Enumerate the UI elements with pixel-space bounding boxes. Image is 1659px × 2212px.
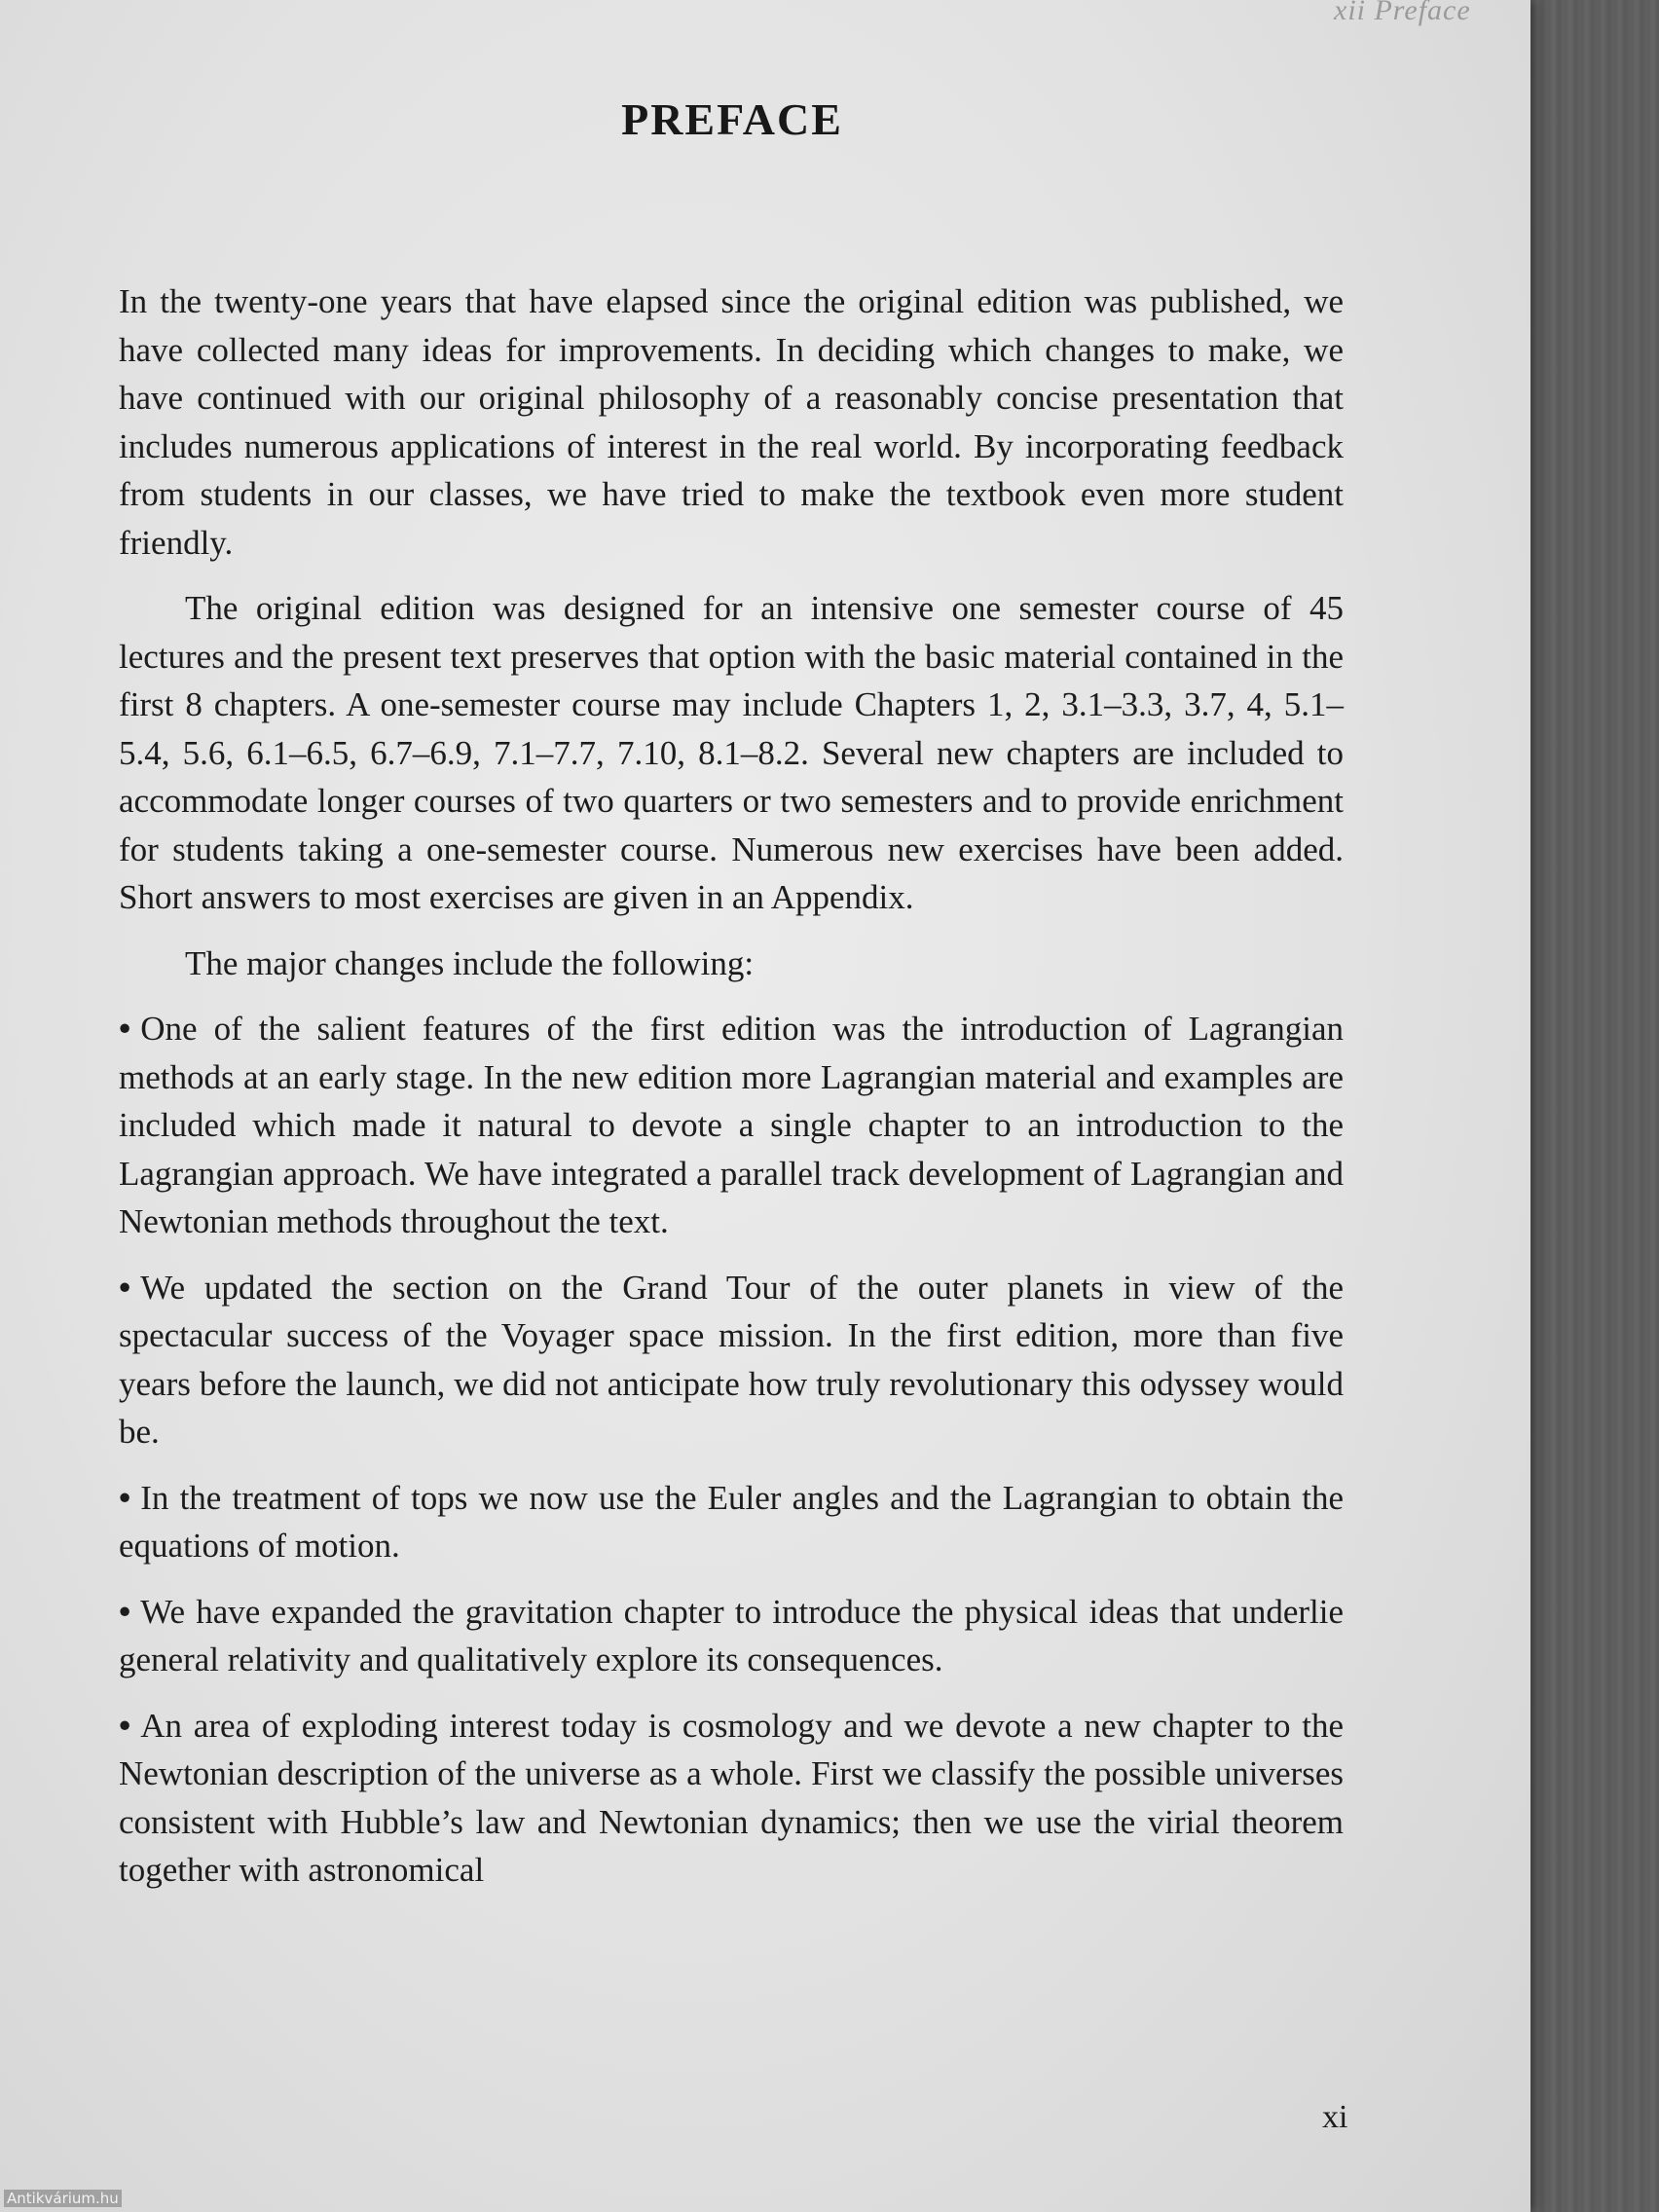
bullet-text: We updated the section on the Grand Tour of the outer planets in view of the spectacular success of the Voyager space mission. In the first edition, more than five years before the launch, we did not anticipate how truly revolutionary this odyssey would be. [119, 1268, 1344, 1451]
bullet-text: An area of exploding interest today is cosmology and we devote a new chapter to the Newtonian description of the universe as a whole. First we classify the possible universes consistent with Hubble’s law and Newtonian dynamics; then we use the virial theorem together with astronomical [119, 1706, 1344, 1889]
bullet-icon: • [119, 1592, 131, 1631]
bullet-item-lagrangian [119, 1005, 1344, 1246]
page-title: PREFACE [621, 94, 843, 144]
bullet-text: We have expanded the gravitation chapter to introduce the physical ideas that underlie general relativity and qualitatively explore its consequences. [119, 1592, 1344, 1678]
paragraph-course: The original edition was designed for an intensive one semester course of 45 lectures and the present text preserves that option with the basic material contained in the first 8 chapters. A one-semester course may include Chapters 1, 2, 3.1–3.3, 3.7, 4, 5.1–5.4, 5.6, 6.1–6.5, 6.7–6.9, 7.1–7.7, 7.10, 8.1–8.2. Several new chapters are included to accommodate longer courses of two quarters or two semesters and to provide enrichment for students taking a one-semester course. Numerous new exercises have been added. Short answers to most exercises are given in an Appendix. [119, 589, 1344, 916]
book-page-edges [1515, 0, 1659, 2212]
bullet-icon: • [119, 1478, 131, 1517]
page-number: xi [1322, 2099, 1348, 2135]
bullet-item-tops [119, 1474, 1344, 1570]
bullet-icon: • [119, 1010, 131, 1048]
paragraph-changes-intro: The major changes include the following: [185, 943, 755, 982]
bullet-item-grand-tour [119, 1264, 1344, 1456]
bullet-item-gravitation [119, 1588, 1344, 1684]
bullet-text: In the treatment of tops we now use the Euler angles and the Lagrangian to obtain the equations of motion. [119, 1478, 1344, 1565]
bullet-icon: • [119, 1268, 131, 1307]
bullet-text: One of the salient features of the first edition was the introduction of Lagrangian methods at an early stage. In the new edition more Lagrangian material and examples are included which made it natural to devote a single chapter to an introduction to the Lagrangian approach. We have integrated a parallel track development of Lagrangian and Newtonian methods throughout the text. [119, 1010, 1344, 1240]
watermark-logo: Antikvárium.hu [4, 2190, 122, 2207]
paragraph-intro: In the twenty-one years that have elapsed since the original edition was published, we have collected many ideas for improvements. In deciding which changes to make, we have continued with our original philosophy of a reasonably concise presentation that includes numerous applications of interest in the real world. By incorporating feedback from students in our classes, we have tried to make the textbook even more student friendly. [119, 282, 1344, 562]
running-head: xii Preface [1334, 0, 1471, 26]
preface-body [119, 277, 1344, 1912]
bullet-item-cosmology [119, 1702, 1344, 1895]
bullet-icon: • [119, 1706, 131, 1745]
